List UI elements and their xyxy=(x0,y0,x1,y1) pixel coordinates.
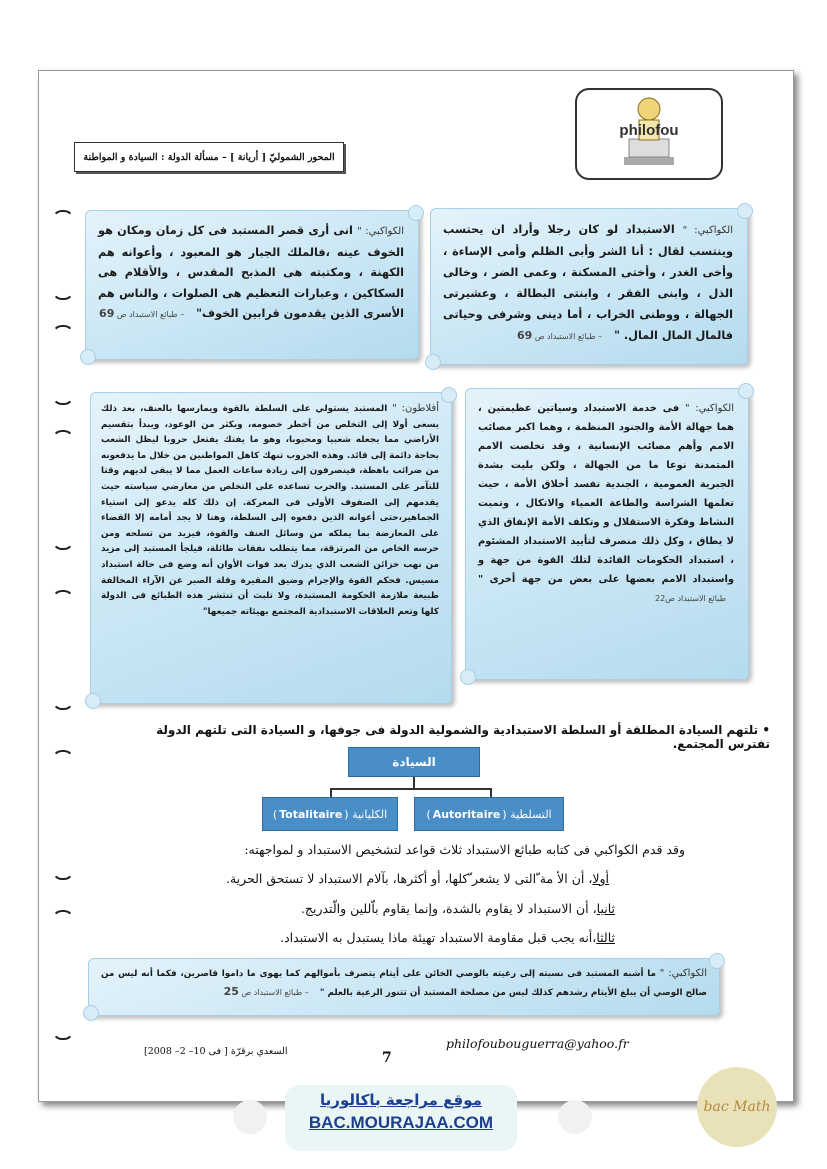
quote-author: الكواكبي: " xyxy=(659,968,707,979)
quote-card-kawakibi-1 xyxy=(430,208,748,365)
quote-body xyxy=(86,211,418,336)
quote-text: انى أرى قصر المستبد فى كل زمان ومكان هو الخوف عينه ،فالملك الجبار هو المعبود ، وأعوانه هم الكهنة ، ومكتبته هى المذبح المقدس ، والأقلام هى السكاكين ، وعبارات التعظيم هى الصلوات ، والناس هم الأسرى الذين يقدمون قرابين الخوف" xyxy=(98,224,404,320)
diagram-root: السيادة xyxy=(348,747,480,777)
diagram-connector xyxy=(330,788,492,790)
bac-math-badge: bac Math xyxy=(697,1067,777,1147)
quote-text: المستبد يستولي على السلطة بالقوة ويمارسها بالعنف، بعد ذلك يسعى أولا إلى التخلص من أخطر خصومه، ويكثر من الوعود، ويبدأ بتقسيم الأراضي مما يجعله شعبيا ومحبوبا، وهو ما يفتك يفتعل حروبا ليظل الشعب بحاجة دائمة إلى قائد. وهذه الحروب تنهك كاهل المواطنين من خلال ما يدفعونه من ضرائب باهظة، فينصرفون إلى زيادة ساعات العمل مما لا يبقى لديهم وقتا للتآمر على المستبد. والحرب تساعده على التخلص من معارضي سياسته حيث يقدمهم إلى الصفوف الأولى فى المعركة. إن ذلك كله يدعو إلى استياء الجماهير،حتى أعوانه الذين دفعوه إلى السلطة، وهنا لا يجد أمامه إلا القضاء على المعارضة بما يملكه من وسائل العنف والقوة، فيزيد من تسلحه ومن حرسه الخاص من المرتزقة، مما يتطلب نفقات طائلة، فيلجأ المستبد إلى مزيد من نهب خزائن الشعب الذي يدرك بعد فوات الأوان أنه وضع فى حالة استبداد مسيس. فحكم القوة والإجرام وضيق المقيرة وقلة الصبر عن الآراء المخالفة طبيعة ملازمة الحكومة المستبدة، ولا تلبث أن تنتشر هذه الطبائع فى الدولة كلها وتعم العلاقات الاستبدادية المجتمع بهيئاته جميعها" xyxy=(101,404,439,617)
quote-source: – طبائع الاستبداد ص 69 xyxy=(99,307,185,320)
rules-intro: وقد قدم الكواكبي فى كتابه طبائع الاستبداد ثلاث قواعد لتشخيص الاستبداد و لمواجهته: xyxy=(244,842,685,857)
logo-text: philofou xyxy=(619,122,679,139)
quote-card-plato xyxy=(90,392,452,704)
quote-card-kawakibi-4 xyxy=(88,958,720,1016)
quote-body xyxy=(466,389,748,618)
footer-author-date: السعدي برقرّة [ فى 10– 2– 2008] xyxy=(144,1046,288,1057)
quote-author: أفلاطون: " xyxy=(392,403,439,414)
quote-text: فى خدمة الاستبداد وسياتين عظيمتين ، هما جهالة الأمة والجنود المنظمة ، وهما اكبر مصائب الامم وأهم مصائب الإنسانية ، وقد تخلصت الامم المتمدنة نوعا ما من الجهالة ، ولكن بليت بشدة الجبرية العمومية ، الجندية تفسد أخلاق الأمة ، حيث تعلمها الشراسة والطاعة العمياء والاتكال ، وتميت النشاط وفكرة الاستقلال و وتكلف الأمة الإنفاق الذي لا يطاق ، وكل ذلك منصرف لتأييد الاستبداد المشئوم ، استبداد الحكومات القائدة لتلك القوة من جهة و واستبداد الامم بعضها على بعض من جهة أخرى " xyxy=(478,403,734,585)
page-number: 7 xyxy=(382,1050,392,1066)
rule-3: ثالثا،أنه يجب قبل مقاومة الاستبداد تهيئة ماذا يستبدل به الاستبداد. xyxy=(280,930,615,945)
site-logo-icon xyxy=(233,1100,267,1134)
quote-text: ما أشبه المستبد فى نسبته إلى رعيته بالوصي الخائن على أيتام يتصرف بأموالهم كما يهوى ما داموا قاصرين، فكما أنه ليس من صالح الوصي أن يبلغ الأيتام رشدهم كذلك ليس من مصلحة المستبد أن تتنور الرعية بالعلم " xyxy=(101,969,707,998)
site-name-arabic[interactable]: موقع مراجعة باكالوريا xyxy=(320,1091,482,1109)
decorative-border xyxy=(40,190,86,1050)
quote-author: الكواكبي: " xyxy=(357,226,404,237)
philofou-logo xyxy=(575,88,723,180)
quote-body xyxy=(89,959,719,1008)
quote-card-kawakibi-2 xyxy=(85,210,419,360)
diagram-node-authoritarian: التسلطية ( Autoritaire ) xyxy=(414,797,564,831)
site-banner[interactable] xyxy=(285,1085,517,1151)
diagram-node-totalitarian: الكليانية ( Totalitaire ) xyxy=(262,797,398,831)
quote-text: الاستبداد لو كان رجلا وأراد ان يحتسب وينتسب لقال : أنا الشر وأبى الظلم وأمى الإساءة ، وأخى الغدر ، وأختى المسكنة ، وعمى الضر ، وخالى الذل ، وابنى الفقر ، وابنتى البطالة ، وعشيرتى الجهالة ، ووطنى الخراب ، أما دينى وشرفى وحياتى فالمال المال المال. " xyxy=(443,223,733,342)
rule-2: ثانيا، أن الاستبداد لا يقاوم بالشدة، وإنما يقاوم باّللين والّتدريج. xyxy=(300,901,615,916)
site-url[interactable]: BAC.MOURAJAA.COM xyxy=(308,1113,494,1132)
quote-card-kawakibi-3 xyxy=(465,388,749,680)
bullet-sovereignty: • تلتهم السيادة المطلقة أو السلطة الاستبدادية والشمولية الدولة فى جوفها، و السيادة التى تلتهم الدولة تفترس المجتمع. xyxy=(156,723,770,751)
footer-email[interactable]: philofoubouguerra@yahoo.fr xyxy=(446,1036,629,1051)
quote-source: – طبائع الاستبداد ص 69 xyxy=(516,329,603,342)
quote-author: الكواكبي: " xyxy=(682,225,733,236)
site-logo-icon xyxy=(558,1100,592,1134)
breadcrumb: المحور الشموليّ [ أريانة ] – مسألة الدولة : السيادة و المواطنة xyxy=(74,142,344,172)
quote-body xyxy=(91,393,451,628)
quote-source: طبائع الاستبداد ص22 xyxy=(655,594,726,603)
rule-1: أولا، أن الأ مة ّالتى لا يشعر ّكلها، أو أكثرها، بآلام الاستبداد لا تستحق الحرية. xyxy=(225,871,609,886)
quote-author: الكواكبي: " xyxy=(685,403,734,414)
quote-source: – طبائع الاستبداد ص 25 xyxy=(223,985,309,998)
quote-body xyxy=(431,209,747,357)
